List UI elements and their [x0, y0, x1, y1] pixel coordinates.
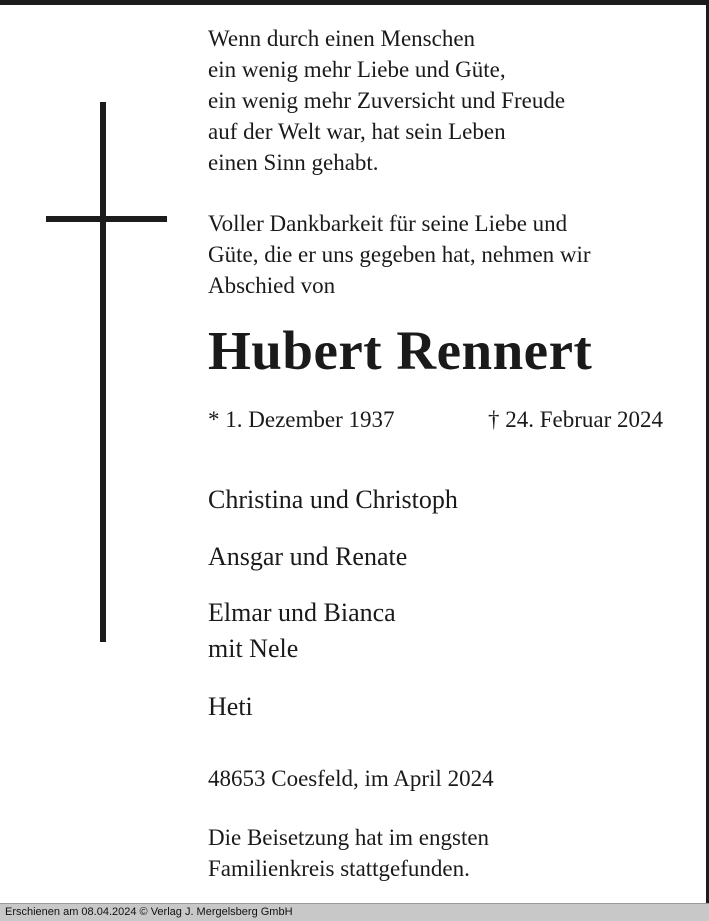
place-date: 48653 Coesfeld, im April 2024 — [208, 766, 494, 791]
mourner-line: Ansgar und Renate — [208, 542, 408, 571]
deceased-name: Hubert Rennert — [208, 320, 593, 381]
death-date: † 24. Februar 2024 — [487, 407, 663, 432]
cross-vertical-bar — [100, 102, 106, 642]
farewell-text: Voller Dankbarkeit für seine Liebe und Güte, die er uns gegeben hat, nehmen wir Abschied von — [208, 211, 591, 298]
publication-footer: Erschienen am 08.04.2024 © Verlag J. Mergelsberg GmbH — [0, 903, 709, 921]
mourner-line: mit Nele — [208, 634, 299, 663]
mourner-line: Christina und Christoph — [208, 485, 458, 514]
mourner-line: Elmar und Bianca — [208, 598, 396, 627]
birth-date: * 1. Dezember 1937 — [208, 407, 395, 432]
poem-text: Wenn durch einen Menschen ein wenig mehr Liebe und Güte, ein wenig mehr Zuversicht und Freude auf der Welt war, hat sein Leben einen Sinn gehabt. — [208, 26, 566, 175]
cross-horizontal-bar — [46, 216, 167, 222]
burial-note: Die Beisetzung hat im engsten Familienkreis stattgefunden. — [208, 825, 490, 881]
mourner-line: Heti — [208, 692, 253, 721]
